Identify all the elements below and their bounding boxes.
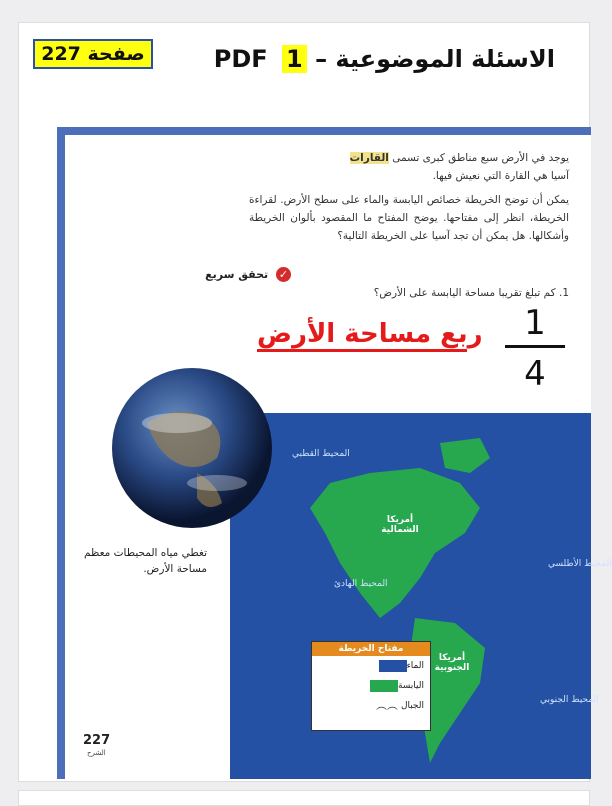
title-number: 1 — [282, 45, 307, 73]
paragraph-1-part-1: يوجد في الأرض سبع مناطق كبرى تسمى — [392, 152, 569, 164]
next-card-edge — [18, 790, 590, 806]
paragraph-2: يمكن أن توضح الخريطة خصائص اليابسة والماء على سطح الأرض. لقراءة الخريطة، انظر إلى مفتاحها. يوضح المفتاح ما المقصود بألوان الخريطة وأشكالها. هل يمكن أن تجد آسيا على الخريطة التالية؟ — [249, 194, 569, 242]
checkmark-icon: ✓ — [276, 267, 291, 282]
paragraph-1 — [249, 149, 569, 185]
map-label-arctic: المحيط القطبي — [292, 449, 350, 459]
quick-check-title: تحقق سريع — [205, 268, 269, 281]
question-text: كم تبلغ تقريبا مساحة اليابسة على الأرض؟ — [373, 287, 556, 299]
caption: تغطي مياه المحيطات معظم مساحة الأرض. — [84, 547, 207, 575]
document-card — [18, 22, 612, 782]
textbook-page — [57, 127, 612, 779]
map-label-pacific: المحيط الهادئ — [334, 579, 388, 589]
highlighted-term: القارات — [349, 152, 389, 164]
fraction-numerator: 1 — [524, 303, 546, 343]
legend-label-mountains: الجبال — [400, 701, 424, 711]
greenland-landmass — [440, 438, 490, 473]
quick-check-heading — [205, 267, 291, 282]
legend-row-land — [312, 676, 430, 696]
answer-text: ربع مساحة الأرض — [257, 319, 483, 349]
page-left-border — [57, 127, 65, 779]
question — [374, 287, 569, 299]
question-number: 1. — [558, 287, 569, 299]
paragraph-1-part-2: آسيا هي القارة التي نعيش فيها. — [432, 170, 569, 182]
legend-title: مفتاح الخريطة — [312, 642, 430, 656]
page-subtitle: الشرح — [87, 749, 106, 757]
map-legend — [311, 641, 431, 731]
lesson-text — [249, 149, 569, 245]
legend-swatch-land — [370, 680, 398, 692]
map-label-north-america: أمريكا الشمالية — [381, 515, 419, 535]
page-top-border — [57, 127, 591, 135]
fraction — [505, 303, 565, 394]
page-number: 227 — [83, 733, 111, 748]
earth-globe-image — [107, 363, 277, 533]
page-number-badge: صفحة 227 — [33, 39, 153, 69]
legend-label-land: اليابسة — [397, 681, 424, 691]
page-title — [214, 45, 555, 73]
legend-swatch-water — [379, 660, 407, 672]
legend-row-mountains — [312, 696, 430, 716]
map-label-south-america: أمريكا الجنوبية — [434, 653, 470, 673]
north-america-landmass — [310, 468, 480, 618]
legend-row-water — [312, 656, 430, 676]
title-text: الاسئلة الموضوعية – PDF — [213, 45, 555, 73]
fraction-bar — [505, 345, 565, 348]
map-label-southern: المحيط الجنوبي — [540, 695, 599, 705]
legend-label-water: الماء — [406, 661, 424, 671]
answer-underline — [257, 349, 467, 352]
mountains-icon: ︵︵ — [375, 699, 398, 712]
fraction-denominator: 4 — [524, 354, 546, 394]
map-label-atlantic: المحيط الأطلسي — [548, 559, 612, 569]
